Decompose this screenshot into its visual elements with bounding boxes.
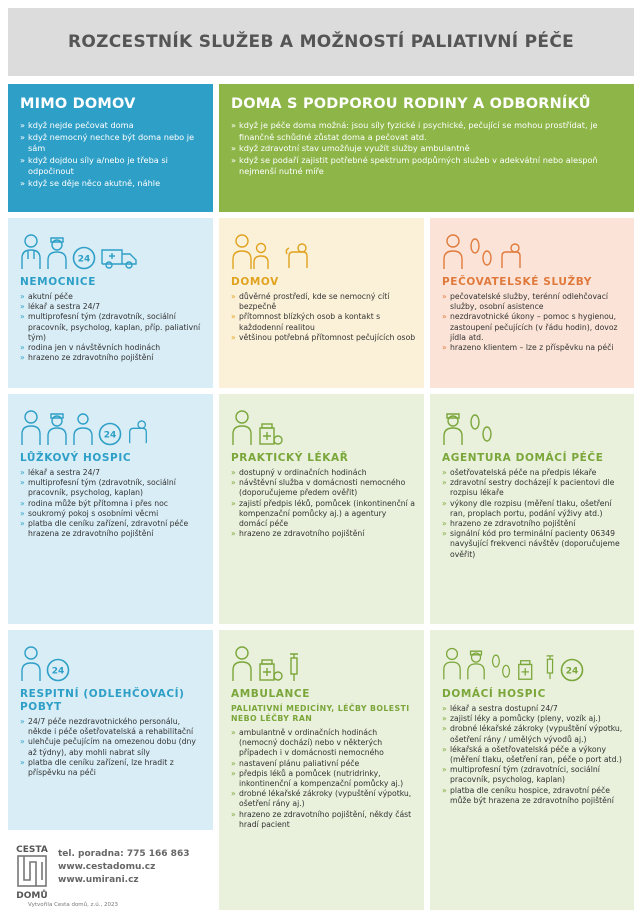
- list-item: » lékař a sestra 24/7: [20, 468, 205, 478]
- svg-text:24: 24: [51, 666, 65, 677]
- icon-row: [231, 228, 416, 270]
- doma-list: [231, 120, 626, 178]
- dog-icon: [498, 242, 524, 270]
- card-title: DOMOV: [231, 276, 279, 288]
- doma-heading: DOMA S PODPOROU RODINY A ODBORNÍKŮ: [231, 96, 591, 112]
- list-item: » návštěvní služba v domácnosti nemocného (doporučujeme předem ověřit): [231, 478, 416, 498]
- website-link[interactable]: www.cestadomu.cz: [58, 862, 156, 872]
- medicine-icon: [257, 422, 283, 446]
- list-item: » přítomnost blízkých osob a kontakt s každodenní realitou: [231, 312, 416, 332]
- list-item: » akutní péče: [20, 292, 205, 302]
- svg-text:24: 24: [565, 666, 579, 677]
- list-item: » soukromý pokoj s osobními věcmi: [20, 509, 205, 519]
- mimo-domov-panel: [8, 84, 213, 212]
- list-item: » drobné lékařské zákroky (vypuštění výpotku, ošetření rány / umělých vývodů aj.): [442, 724, 626, 744]
- list-item: » nezdravotnické úkony – pomoc s hygienou, zastoupení pečujících (v řádu hodin), dovoz jídla atd.: [442, 312, 626, 343]
- syringe-icon: [287, 652, 301, 682]
- card-title: NEMOCNICE: [20, 276, 97, 288]
- phone-number: tel. poradna: 775 166 863: [58, 849, 190, 859]
- footer: [8, 842, 213, 912]
- icon-row: [442, 228, 626, 270]
- list-item: » multiprofesní tým (zdravotníci, sociální pracovník, psycholog, kaplan): [442, 765, 626, 785]
- card-list: [20, 717, 205, 778]
- svg-text:24: 24: [77, 254, 91, 265]
- medicine-icon: [257, 658, 283, 682]
- card-title: DOMÁCÍ HOSPIC: [442, 688, 546, 700]
- dog-icon: [126, 418, 150, 446]
- 24-hour-icon: [46, 658, 70, 682]
- list-item: » hrazeno klientem – lze z příspěvku na péči: [442, 343, 626, 353]
- card-list: [231, 292, 416, 343]
- list-item: » platba dle ceníku hospice, zdravotní péče může být hrazena ze zdravotního pojištění: [442, 786, 626, 806]
- card-agentura: [430, 394, 634, 624]
- list-item: » když zdravotní stav umožňuje využít služby ambulantně: [231, 143, 626, 155]
- nurse-icon: [466, 644, 486, 682]
- list-item: » multiprofesní tým (zdravotník, sociální pracovník, psycholog, kaplan): [20, 478, 205, 498]
- list-item: » pečovatelské služby, terénní odlehčovací služby, osobní asistence: [442, 292, 626, 312]
- list-item: » lékař a sestra dostupní 24/7: [442, 704, 626, 714]
- card-subtitle: PALIATIVNÍ MEDICÍNY, LÉČBY BOLESTI NEBO LÉČBY RAN: [231, 704, 410, 723]
- card-title: PRAKTICKÝ LÉKAŘ: [231, 452, 349, 464]
- list-item: » výkony dle rozpisu (měření tlaku, ošetření ran, proplach portu, podání výživy atd.): [442, 499, 626, 519]
- list-item: » když je péče doma možná: jsou síly fyzické i psychické, pečující se mohou prostřídat, je finančně schůdné zůstat doma a pečovat atd.: [231, 120, 626, 143]
- nurse-icon: [46, 408, 68, 446]
- list-item: » když dojdou síly a/nebo je třeba si odpočinout: [20, 155, 205, 178]
- icon-row: [20, 228, 205, 270]
- list-item: » rodina může být přítomna i přes noc: [20, 499, 205, 509]
- list-item: » většinou potřebná přítomnost pečujících osob: [231, 333, 416, 343]
- card-list: [20, 468, 205, 539]
- footsteps-icon: [490, 652, 512, 682]
- syringe-icon: [544, 652, 556, 682]
- list-item: » hrazeno ze zdravotního pojištění: [231, 529, 416, 539]
- list-item: » zajistí předpis léků, pomůcek (inkontinenční a kompenzační pomůcky aj.) a agentury domácí péče: [231, 499, 416, 530]
- icon-row: [231, 640, 416, 682]
- card-list: [442, 704, 626, 806]
- doctor-icon: [231, 644, 253, 682]
- medicine-icon: [516, 658, 540, 682]
- 24-hour-icon: [560, 658, 584, 682]
- icon-row: [442, 640, 626, 682]
- svg-text:DOMŮ: DOMŮ: [16, 891, 48, 901]
- list-item: » dostupný v ordinačních hodinách: [231, 468, 416, 478]
- footsteps-icon: [468, 412, 494, 446]
- title-bar: [8, 8, 634, 76]
- card-list: [231, 728, 416, 830]
- card-luzkovy-hospic: [8, 394, 213, 624]
- card-ambulance: [219, 630, 424, 910]
- card-nemocnice: [8, 218, 213, 388]
- doctor-icon: [231, 408, 253, 446]
- icon-row: [231, 404, 416, 446]
- website-link[interactable]: www.umirani.cz: [58, 875, 139, 885]
- card-pecovatelske: [430, 218, 634, 388]
- list-item: » platba dle ceníku zařízení, lze hradit z příspěvku na péči: [20, 758, 205, 778]
- card-respitni: [8, 630, 213, 830]
- caregiver-icon: [442, 232, 464, 270]
- card-list: [442, 292, 626, 353]
- list-item: » když se podaří zajistit potřebné spektrum podpůrných služeb v adekvátní nebo alespoň nejmenší nutné míře: [231, 155, 626, 178]
- icon-row: [20, 640, 205, 682]
- family-icon: [72, 408, 94, 446]
- list-item: » zajistí léky a pomůcky (pleny, vozík aj.): [442, 714, 626, 724]
- list-item: » hrazeno ze zdravotního pojištění, někdy část hradí pacient: [231, 810, 416, 830]
- list-item: » drobné lékařské zákroky (vypuštění výpotku, ošetření rány aj.): [231, 789, 416, 809]
- mimo-domov-list: [20, 120, 205, 189]
- card-title: PEČOVATELSKÉ SLUŽBY: [442, 276, 592, 288]
- doctor-icon: [20, 408, 42, 446]
- card-domov: [219, 218, 424, 388]
- list-item: » nastavení plánu paliativní péče: [231, 759, 416, 769]
- list-item: » ulehčuje pečujícím na omezenou dobu (dny až týdny), aby mohli nabrat síly: [20, 737, 205, 757]
- nurse-icon: [442, 408, 464, 446]
- footsteps-icon: [468, 236, 494, 270]
- 24-hour-icon: [72, 246, 96, 270]
- card-title: RESPITNÍ (ODLEHČOVACÍ) POBYT: [20, 688, 185, 713]
- family-icon: [231, 232, 281, 270]
- cesta-domu-logo: [12, 842, 52, 902]
- doma-panel: [219, 84, 634, 212]
- list-item: » lékař a sestra 24/7: [20, 302, 205, 312]
- list-item: » rodina jen v návštěvních hodinách: [20, 343, 205, 353]
- ambulance-icon: [100, 244, 138, 270]
- credit-text: Vytvořila Cesta domů, z.ú., 2023: [28, 902, 119, 908]
- dog-icon: [285, 242, 311, 270]
- card-list: [231, 468, 416, 539]
- svg-text:24: 24: [103, 430, 117, 441]
- list-item: » 24/7 péče nezdravotnického personálu, někde i péče ošetřovatelská a rehabilitační: [20, 717, 205, 737]
- nurse-icon: [46, 232, 68, 270]
- list-item: » když nemocný nechce být doma nebo je sám: [20, 132, 205, 155]
- page-title: ROZCESTNÍK SLUŽEB A MOŽNOSTÍ PALIATIVNÍ PÉČE: [67, 32, 575, 52]
- doctor-icon: [20, 232, 42, 270]
- card-domaci-hospic: [430, 630, 634, 910]
- caregiver-icon: [20, 644, 42, 682]
- mimo-domov-heading: MIMO DOMOV: [20, 96, 136, 112]
- list-item: » předpis léků a pomůcek (nutridrinky, inkontinenční a kompenzační pomůcky aj.): [231, 769, 416, 789]
- list-item: » signální kód pro terminální pacienty 06349 navyšující frekvenci návštěv (doporučujeme ověřit): [442, 529, 626, 560]
- card-title: AMBULANCE: [231, 688, 310, 700]
- list-item: » ošetřovatelská péče na předpis lékaře: [442, 468, 626, 478]
- card-title: AGENTURA DOMÁCÍ PÉČE: [442, 452, 604, 464]
- list-item: » lékařská a ošetřovatelská péče a výkony (měření tlaku, ošetření ran, péče o port atd.): [442, 745, 626, 765]
- svg-text:CESTA: CESTA: [16, 845, 48, 855]
- list-item: » ambulantně v ordinačních hodinách (nemocný dochází) nebo v některých případech i v domácnosti nemocného: [231, 728, 416, 759]
- doctor-icon: [442, 644, 462, 682]
- card-list: [442, 468, 626, 560]
- list-item: » když nejde pečovat doma: [20, 120, 205, 132]
- list-item: » důvěrné prostředí, kde se nemocný cítí bezpečně: [231, 292, 416, 312]
- list-item: » hrazeno ze zdravotního pojištění: [442, 519, 626, 529]
- list-item: » platba dle ceníku zařízení, zdravotní péče hrazena ze zdravotního pojištění: [20, 519, 205, 539]
- card-list: [20, 292, 205, 363]
- 24-hour-icon: [98, 422, 122, 446]
- list-item: » multiprofesní tým (zdravotník, sociální pracovník, psycholog, kaplan, příp. paliativní tým): [20, 312, 205, 343]
- icon-row: [20, 404, 205, 446]
- list-item: » zdravotní sestry docházejí k pacientovi dle rozpisu lékaře: [442, 478, 626, 498]
- list-item: » hrazeno ze zdravotního pojištění: [20, 353, 205, 363]
- contact-block: [58, 848, 189, 887]
- card-prakticky-lekar: [219, 394, 424, 624]
- list-item: » když se děje něco akutně, náhle: [20, 178, 205, 190]
- card-title: LŮŽKOVÝ HOSPIC: [20, 452, 132, 464]
- icon-row: [442, 404, 626, 446]
